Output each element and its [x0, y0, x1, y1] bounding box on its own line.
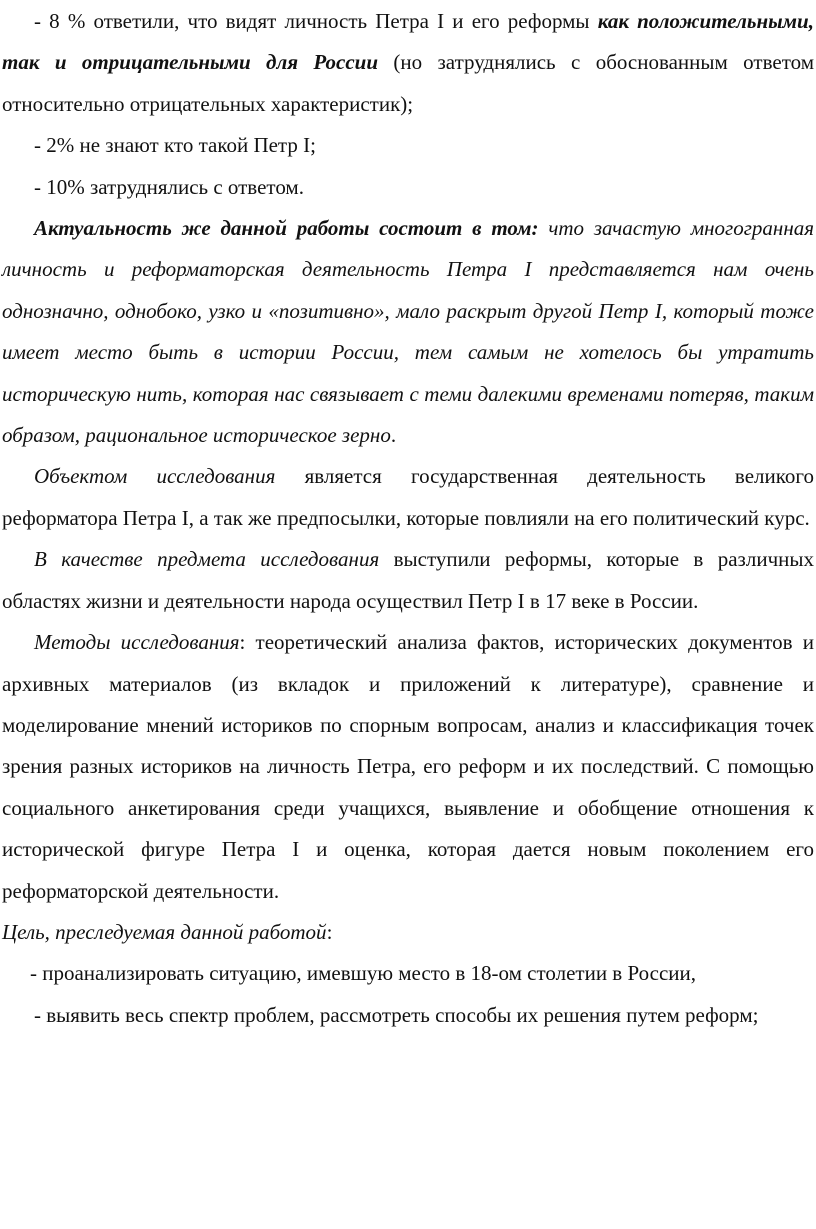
- survey-8-lead: - 8 % ответили, что видят личность Петра I и его реформы: [34, 9, 598, 33]
- relevance-heading: Актуальность же данной работы состоит в том:: [34, 216, 539, 241]
- paragraph-object: [2, 456, 814, 539]
- paragraph-relevance: [2, 208, 814, 456]
- subject-heading: В качестве предмета исследования: [34, 547, 380, 572]
- paragraph-goal-item-1: - проанализировать ситуацию, имевшую место в 18-ом столетии в России,: [30, 961, 697, 986]
- relevance-tail: .: [390, 423, 397, 448]
- paragraph-survey-2-percent: - 2% не знают кто такой Петр I;: [34, 133, 316, 158]
- methods-heading: Методы исследования: [34, 630, 240, 655]
- relevance-text: что зачастую многогранная личность и реформаторская деятельность Петра I представляется нам очень однозначно, однобоко, узко и «позитивно», мало раскрыт другой Петр I, который тоже имеет место быть в истории России, тем самым не хотелось бы утратить историческую нить, которая нас связывает с теми далекими временами потеряв, таким образом, рациональное историческое зерно: [2, 216, 814, 448]
- subject-text: выступили реформы, которые в различных областях жизни и деятельности народа осуществил Петр I в 17 веке в России.: [2, 547, 814, 613]
- paragraph-methods: [2, 622, 814, 912]
- methods-text: : теоретический анализа фактов, исторических документов и архивных материалов (из вкладок и приложений к литературе), сравнение и моделирование мнений историков по спорным вопросам, анализ и классификация точек зрения разных историков на личность Петра, его реформ и их последствий. С помощью социального анкетирования среди учащихся, выявление и обобщение отношения к исторической фигуре Петра I и оценка, которая дается новым поколением его реформаторской деятельности.: [2, 630, 814, 903]
- paragraph-goal-item-2: - выявить весь спектр проблем, рассмотреть способы их решения путем реформ;: [34, 1002, 759, 1027]
- object-heading: Объектом исследования: [34, 464, 276, 489]
- paragraph-survey-8-percent: [2, 1, 814, 125]
- survey-8-emphasis: как положительными, так и отрицательными для России: [2, 9, 814, 75]
- goal-heading: Цель, преследуемая данной работой: [2, 919, 327, 944]
- paragraph-subject: [2, 539, 814, 622]
- paragraph-survey-10-percent: - 10% затруднялись с ответом.: [34, 174, 304, 199]
- goal-colon: :: [326, 919, 333, 944]
- survey-8-tail: (но затруднялись с обоснованным ответом относительно отрицательных характеристик);: [2, 50, 814, 116]
- object-text: является государственная деятельность великого реформатора Петра I, а так же предпосылки, которые повлияли на его политический курс.: [2, 464, 814, 530]
- paragraph-goal: [2, 912, 814, 953]
